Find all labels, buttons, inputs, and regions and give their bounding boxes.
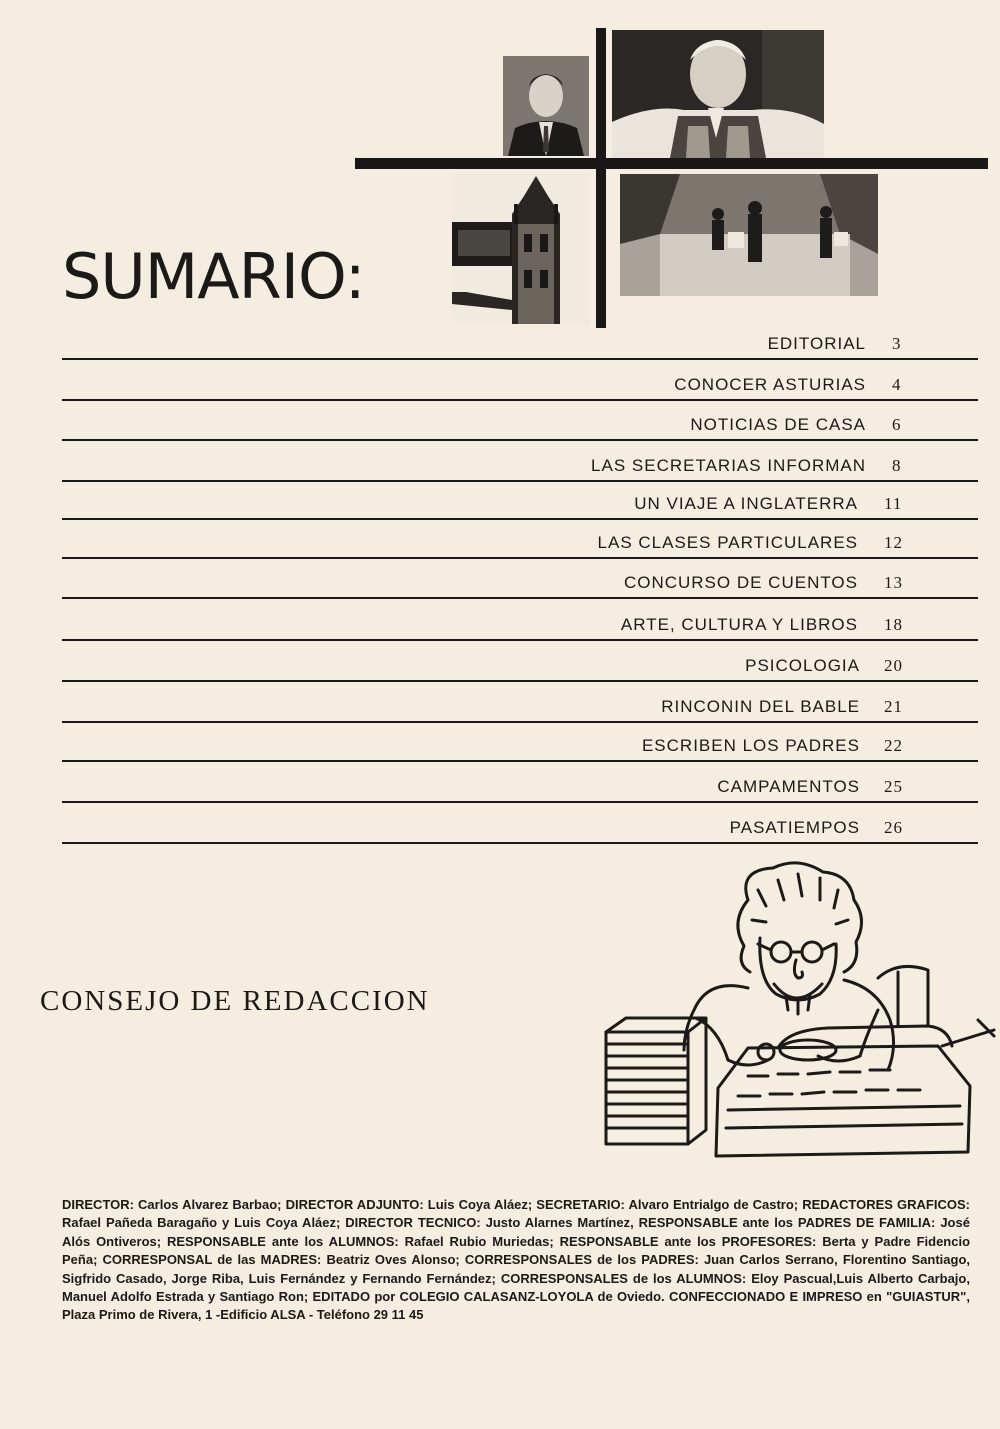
- credit-name: "GUIASTUR", Plaza Primo de Rivera, 1 -Edificio ALSA - Teléfono 29 11 45: [62, 1289, 970, 1323]
- credit-name: Juan Carlos Serrano, Florentino Santiago, Sigfrido Casado, Jorge Riba, Luis Fernández y Fernando Fernández;: [62, 1252, 970, 1286]
- toc-item[interactable]: [62, 519, 978, 559]
- toc-item[interactable]: [62, 804, 978, 844]
- divider: [62, 358, 978, 360]
- portrait-photo-man: [503, 56, 589, 156]
- toc-item-label: ARTE, CULTURA Y LIBROS: [620, 615, 858, 634]
- credit-role: DIRECTOR ADJUNTO:: [285, 1197, 424, 1212]
- cross-bar-vertical: [596, 28, 606, 328]
- toc-item-page: 20: [884, 656, 903, 675]
- toc-item[interactable]: [62, 480, 978, 520]
- toc-item-page: 8: [892, 456, 902, 475]
- toc-item-label: ESCRIBEN LOS PADRES: [641, 736, 860, 755]
- credit-role: CORRESPONSALES de los PADRES:: [464, 1252, 699, 1268]
- divider: [62, 760, 978, 762]
- divider: [62, 597, 978, 599]
- toc-item[interactable]: [62, 601, 978, 641]
- credit-name: José Alós Ontiveros;: [62, 1215, 970, 1249]
- toc-item[interactable]: [62, 320, 978, 360]
- dancers-photo: [620, 174, 878, 296]
- credit-role: SECRETARIO:: [536, 1197, 625, 1212]
- credit-role: DIRECTOR TECNICO:: [345, 1215, 481, 1231]
- toc-item-label: EDITORIAL: [767, 334, 866, 353]
- credit-role: RESPONSABLE ante los PROFESORES:: [559, 1233, 817, 1249]
- divider: [62, 439, 978, 441]
- credit-name: Luis Coya Aláez;: [427, 1197, 533, 1212]
- toc-item-page: 26: [884, 818, 903, 837]
- toc-item[interactable]: [62, 442, 978, 482]
- divider: [62, 842, 978, 844]
- divider: [62, 801, 978, 803]
- credits-block: [62, 1196, 970, 1325]
- london-tower-bridge-photo: [452, 174, 590, 324]
- credit-name: Rafael Pañeda Baragaño y Luis Coya Aláez;: [62, 1215, 341, 1231]
- toc-item[interactable]: [62, 401, 978, 441]
- credit-role: CORRESPONSAL de las MADRES:: [102, 1252, 322, 1268]
- toc-item-page: 3: [892, 334, 902, 353]
- credit-role: RESPONSABLE ante los PADRES DE FAMILIA:: [638, 1215, 936, 1231]
- credit-name: Justo Alarnes Martínez,: [485, 1215, 634, 1231]
- credit-role: CORRESPONSALES de los ALUMNOS:: [500, 1270, 747, 1286]
- credit-role: REDACTORES GRAFICOS:: [802, 1197, 970, 1212]
- page-title: SUMARIO:: [62, 240, 365, 313]
- consejo-heading: CONSEJO DE REDACCION: [40, 985, 430, 1017]
- toc-item-label: CAMPAMENTOS: [717, 777, 860, 796]
- credit-name: Alvaro Entrialgo de Castro;: [628, 1197, 799, 1212]
- toc-item-page: 6: [892, 415, 902, 434]
- toc-item-page: 11: [884, 494, 903, 513]
- credit-role: DIRECTOR:: [62, 1197, 134, 1212]
- toc-item-label: NOTICIAS DE CASA: [690, 415, 866, 434]
- toc-item-label: LAS SECRETARIAS INFORMAN: [591, 456, 866, 475]
- toc-item-page: 21: [884, 697, 903, 716]
- credit-name: COLEGIO CALASANZ-LOYOLA de Oviedo.: [399, 1289, 665, 1305]
- credit-role: EDITADO por: [312, 1289, 396, 1305]
- toc-item[interactable]: [62, 361, 978, 401]
- toc-item-label: PASATIEMPOS: [729, 818, 860, 837]
- toc-item[interactable]: [62, 642, 978, 682]
- typewriter-cartoon-illustration: [598, 860, 998, 1170]
- credit-name: Beatriz Oves Alonso;: [326, 1252, 460, 1268]
- credit-name: Berta y Padre Fidencio Peña;: [62, 1233, 971, 1268]
- toc-item-page: 13: [884, 573, 903, 592]
- cross-bar-horizontal: [355, 158, 988, 169]
- toc-item-label: CONOCER ASTURIAS: [674, 375, 866, 394]
- toc-item-label: CONCURSO DE CUENTOS: [623, 573, 858, 592]
- credit-name: Carlos Alvarez Barbao;: [138, 1197, 282, 1212]
- divider: [62, 639, 978, 641]
- toc-item-label: UN VIAJE A INGLATERRA: [634, 494, 858, 513]
- credit-role: CONFECCIONADO E IMPRESO en: [668, 1289, 882, 1305]
- toc-item[interactable]: [62, 559, 978, 599]
- portrait-photo-pope: [612, 30, 824, 158]
- credit-name: Eloy Pascual,Luis Alberto Carbajo, Manuel Adolfo Estrada y Santiago Ron;: [62, 1270, 970, 1305]
- toc-item[interactable]: [62, 722, 978, 762]
- toc-item-page: 25: [884, 777, 903, 796]
- toc-item-page: 4: [892, 375, 902, 394]
- credit-role: RESPONSABLE ante los ALUMNOS:: [167, 1233, 399, 1249]
- toc-item[interactable]: [62, 763, 978, 803]
- credit-name: Rafael Rubio Muriedas;: [404, 1233, 554, 1249]
- toc-item-page: 12: [884, 533, 903, 552]
- toc-item-label: LAS CLASES PARTICULARES: [597, 533, 858, 552]
- divider: [62, 680, 978, 682]
- toc-item[interactable]: [62, 683, 978, 723]
- toc-item-page: 18: [884, 615, 903, 634]
- toc-item-page: 22: [884, 736, 903, 755]
- toc-item-label: RINCONIN DEL BABLE: [661, 697, 860, 716]
- toc-item-label: PSICOLOGIA: [745, 656, 860, 675]
